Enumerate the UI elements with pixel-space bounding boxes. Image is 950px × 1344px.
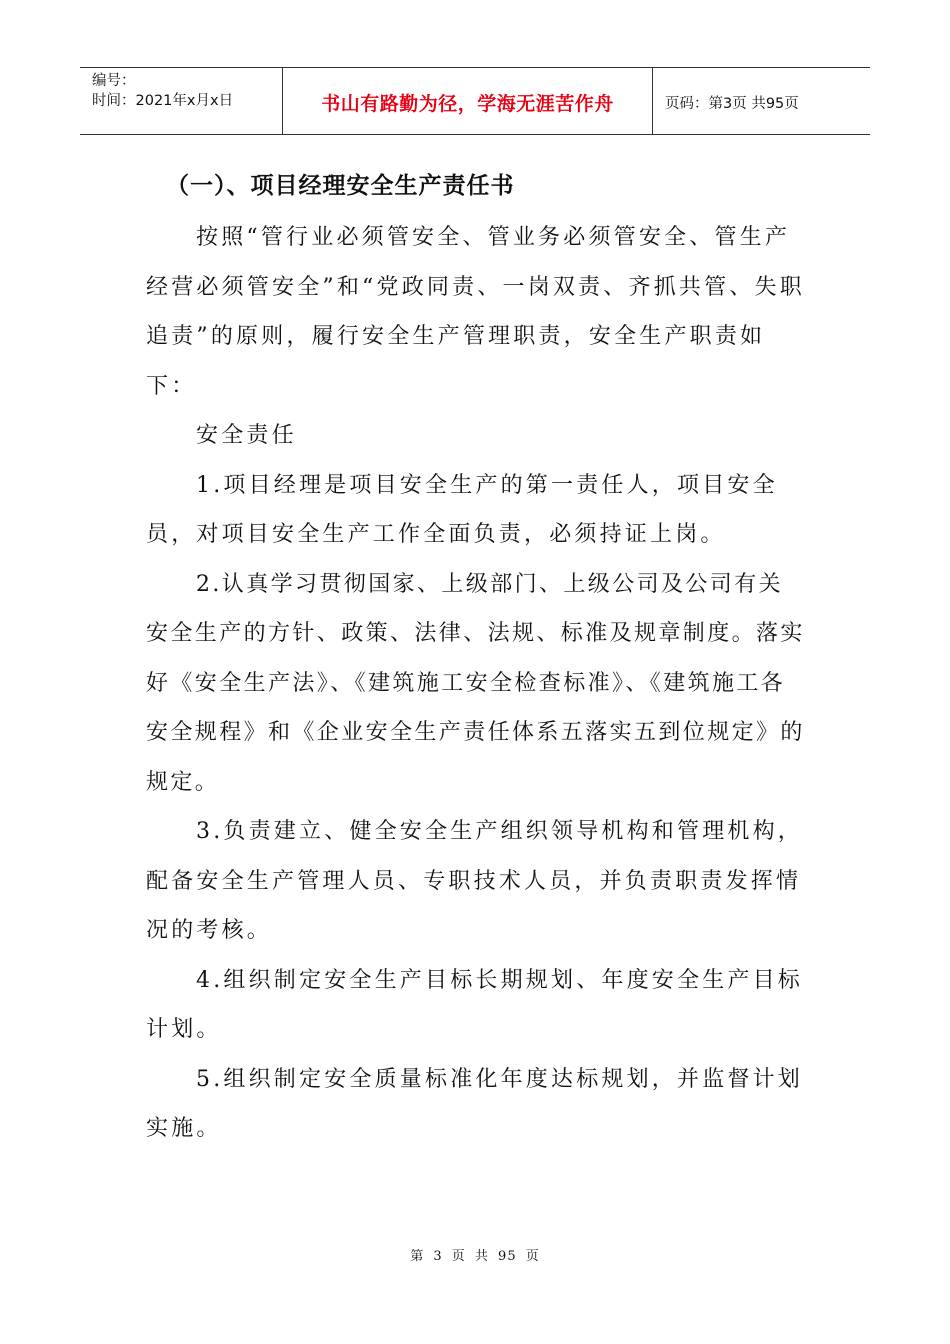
header-motto: 书山有路勤为径，学海无涯苦作舟 [321,92,614,115]
header-meta [80,68,282,134]
page-footer: 第 3 页 共 95 页 [410,1249,540,1264]
paragraph-item-5: 5.组织制定安全质量标准化年度达标规划，并监督计划实施。 [146,1066,803,1141]
paragraph-item-4: 4.组织制定安全生产目标长期规划、年度安全生产目标计划。 [146,967,803,1042]
document-body [146,166,806,1154]
paragraph-item-3: 3.负责建立、健全安全生产组织领导机构和管理机构，配备安全生产管理人员、专职技术人员，并负责职责发挥情况的考核。 [146,819,803,943]
section-title: （一）、项目经理安全生产责任书 [166,173,515,199]
paragraph-item-2: 2.认真学习贯彻国家、上级部门、上级公司及公司有关安全生产的方针、政策、法律、法规、标准及规章制度。落实好《安全生产法》、《建筑施工安全检查标准》、《建筑施工各安全规程》和《企业安全生产责任体系五落实五到位规定》的规定。 [146,571,805,795]
document-number-label: 编号： [92,73,136,89]
paragraph-item-1: 1.项目经理是项目安全生产的第一责任人，项目安全员，对项目安全生产工作全面负责，必须持证上岗。 [146,472,778,547]
paragraph-heading-safety-responsibility: 安全责任 [196,423,297,448]
header-page-info: 页码：第3页 共95页 [665,95,799,112]
header-motto-cell [282,68,653,134]
paragraph-principle: 按照“管行业必须管安全、管业务必须管安全、管生产经营必须管安全”和“党政同责、一岗双责、齐抓共管、失职追责”的原则，履行安全生产管理职责，安全生产职责如下： [146,225,805,399]
document-date: 时间：2021年x月x日 [92,93,234,109]
document-header [80,67,870,135]
